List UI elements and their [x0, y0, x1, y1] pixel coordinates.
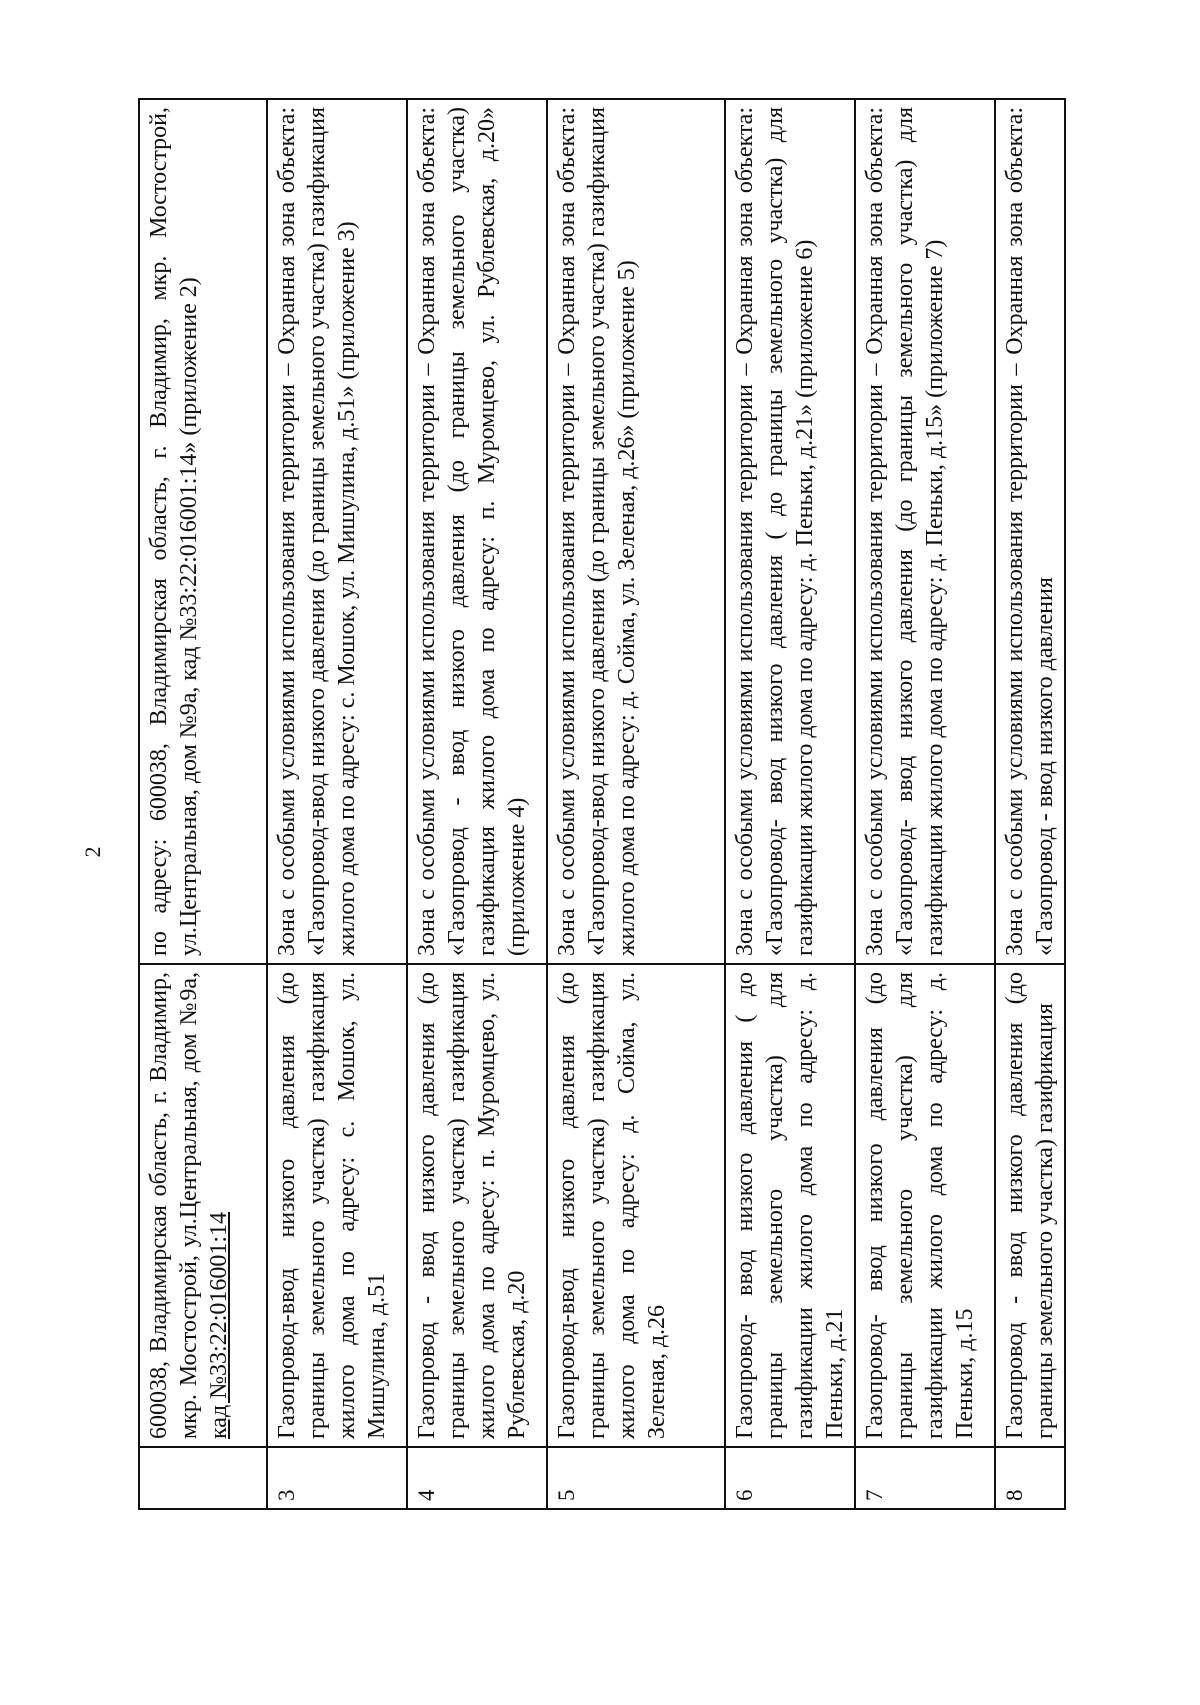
object-cell: Газопровод - ввод низкого давления (до границы земельного участка) газификация	[995, 964, 1065, 1447]
object-text: 600038, Владимирская область, г. Владимир, мкр. Мостострой, ул.Центральная, дом №9а,	[146, 972, 202, 1439]
object-cell: Газопровод-ввод низкого давления (до границы земельного участка) газификация жилого дома по адресу: д. Сойма, ул. Зеленая, д.26	[547, 964, 725, 1447]
object-cell: Газопровод-ввод низкого давления (до границы земельного участка) газификация жилого дома по адресу: с. Мошок, ул. Мишулина, д.51	[267, 964, 407, 1447]
row-number: 7	[855, 1447, 995, 1509]
cadastral-number: кад №33:22:016001:14	[206, 1211, 232, 1439]
row-number	[139, 1447, 267, 1509]
page-number: 2	[80, 846, 105, 858]
row-number: 3	[267, 1447, 407, 1509]
row-number: 4	[407, 1447, 547, 1509]
row-number: 6	[725, 1447, 855, 1509]
table-row	[267, 99, 407, 1509]
table-row	[855, 99, 995, 1509]
table-row	[995, 99, 1065, 1509]
object-cell: Газопровод- ввод низкого давления ( до границы земельного участка) для газификации жилого дома по адресу: д. Пеньки, д.21	[725, 964, 855, 1447]
zones-table	[138, 98, 1066, 1510]
zone-cell: Зона с особыми условиями использования территории – Охранная зона объекта: «Газопровод - ввод низкого давления (до границы земельного участка) газификация жилого дома по адресу: п. Муромцево, ул. Рублевская, д.20» (приложение 4)	[407, 99, 547, 964]
row-number: 5	[547, 1447, 725, 1509]
table-row	[407, 99, 547, 1509]
zone-cell: Зона с особыми условиями использования территории – Охранная зона объекта: «Газопровод- ввод низкого давления (до границы земельного участка) для газификации жилого дома по адресу: д. Пеньки, д.15» (приложение 7)	[855, 99, 995, 964]
table-row	[725, 99, 855, 1509]
zone-cell: Зона с особыми условиями использования территории – Охранная зона объекта: «Газопровод-ввод низкого давления (до границы земельного участка) газификация жилого дома по адресу: с. Мошок, ул. Мишулина, д.51» (приложение 3)	[267, 99, 407, 964]
object-cell: Газопровод- ввод низкого давления (до границы земельного участка) для газификации жилого дома по адресу: д. Пеньки, д.15	[855, 964, 995, 1447]
row-number: 8	[995, 1447, 1065, 1509]
zone-cell: Зона с особыми условиями использования территории – Охранная зона объекта: «Газопровод - ввод низкого давления	[995, 99, 1065, 964]
rotated-page-content	[138, 100, 1200, 1510]
table-row	[547, 99, 725, 1509]
object-cell	[139, 964, 267, 1447]
zone-cell: по адресу: 600038, Владимирская область, г. Владимир, мкр. Мостострой, ул.Центральная, дом №9а, кад №33:22:016001:14» (приложение 2)	[139, 99, 267, 964]
object-cell: Газопровод - ввод низкого давления (до границы земельного участка) газификация жилого дома по адресу: п. Муромцево, ул. Рублевская, д.20	[407, 964, 547, 1447]
zone-cell: Зона с особыми условиями использования территории – Охранная зона объекта: «Газопровод-ввод низкого давления (до границы земельного участка) газификация жилого дома по адресу: д. Сойма, ул. Зеленая, д.26» (приложение 5)	[547, 99, 725, 964]
table-row	[139, 99, 267, 1509]
zone-cell: Зона с особыми условиями использования территории – Охранная зона объекта: «Газопровод- ввод низкого давления ( до границы земельного участка) для газификации жилого дома по адресу: д. Пеньки, д.21» (приложение 6)	[725, 99, 855, 964]
